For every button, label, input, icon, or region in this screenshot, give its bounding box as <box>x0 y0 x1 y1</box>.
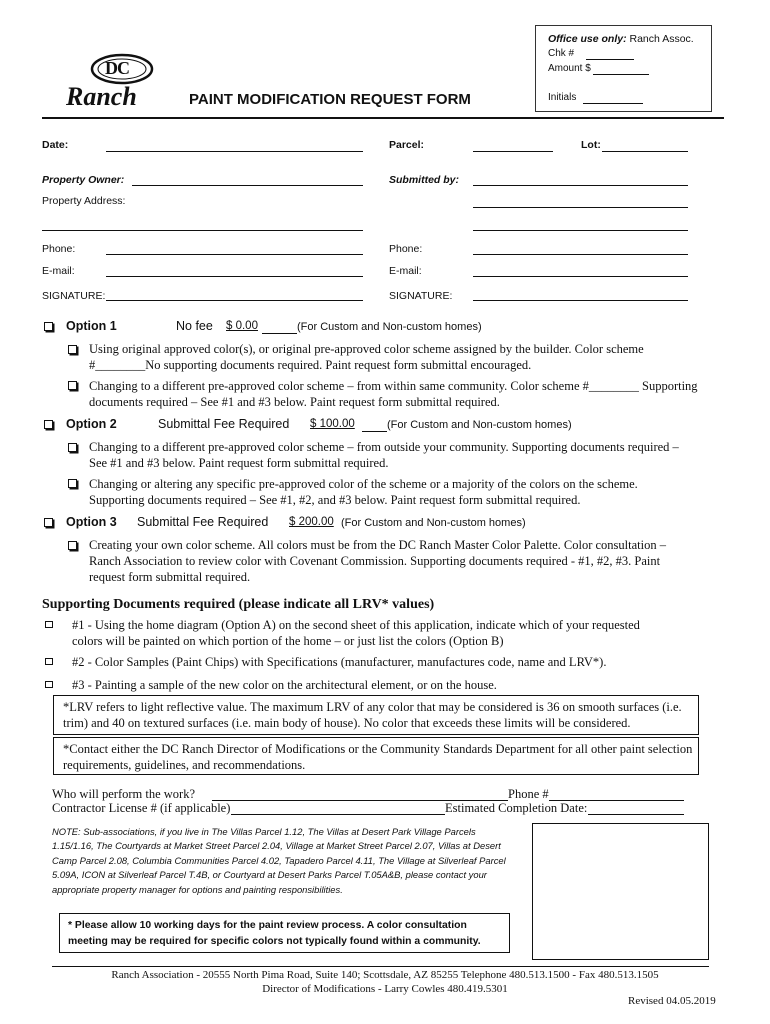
review-time-notice-text: * Please allow 10 working days for the paint review process. A color consultation meeting may be required for specific colors not typically found within a community. <box>68 920 481 947</box>
property-owner-input[interactable] <box>132 185 363 186</box>
phone-label-right: Phone: <box>389 243 423 255</box>
office-amount: Amount $ <box>548 63 591 74</box>
supporting-heading: Supporting Documents required (please indicate all LRV* values) <box>42 597 435 612</box>
signature-label-right: SIGNATURE: <box>389 290 453 302</box>
page-title: PAINT MODIFICATION REQUEST FORM <box>189 91 471 108</box>
contractor-license-label: Contractor License # (if applicable) <box>52 801 231 815</box>
property-address-label: Property Address: <box>42 195 126 207</box>
option2-item2-text: Changing or altering any specific pre-approved color of the scheme or a majority of the colors on the scheme. Supporting documents required – See #1, #2, and #3 below. Paint request form submittal required. <box>89 477 638 507</box>
footer-director: Director of Modifications - Larry Cowles 480.419.5301 <box>262 983 508 995</box>
logo <box>62 50 178 112</box>
option3-item1-text: Creating your own color scheme. All colors must be from the DC Ranch Master Color Palette. Color consultation – Ranch Association to review color with Covenant Commission. Supporting documents required - #1, #2, #3. Paint request form submittal required. <box>89 538 666 584</box>
option2-note: (For Custom and Non-custom homes) <box>387 419 572 431</box>
logo-dc-text: DC <box>105 58 129 78</box>
signature-label-left: SIGNATURE: <box>42 290 106 302</box>
supporting-item3-text: #3 - Painting a sample of the new color on the architectural element, or on the house. <box>72 678 497 692</box>
lot-input[interactable] <box>602 151 688 152</box>
phone-input-left[interactable] <box>106 254 363 255</box>
supporting-item2-text: #2 - Color Samples (Paint Chips) with Specifications (manufacturer, manufactures code, name and LRV*). <box>72 655 607 669</box>
submitted-by-input-3[interactable] <box>473 230 688 231</box>
office-initials: Initials <box>548 92 577 103</box>
contact-notice-box <box>53 737 699 775</box>
option1-fee-label: No fee <box>176 319 213 333</box>
option2-item1-text: Changing to a different pre-approved color scheme – from outside your community. Supporting documents required – See #1 and #3 below. Paint request form submittal required. <box>89 440 679 470</box>
phone-input-right[interactable] <box>473 254 688 255</box>
completion-date-input[interactable] <box>588 814 684 815</box>
phone-label-left: Phone: <box>42 243 76 255</box>
option1-label: Option 1 <box>66 319 117 333</box>
option2-item1-checkbox[interactable] <box>68 443 77 452</box>
email-label-left: E-mail: <box>42 265 75 277</box>
color-sample-box[interactable] <box>532 823 709 960</box>
who-performs-label: Who will perform the work? <box>52 787 196 801</box>
option2-fee-label: Submittal Fee Required <box>158 417 290 431</box>
property-address-input[interactable] <box>42 230 363 231</box>
property-owner-label: Property Owner: <box>42 174 125 186</box>
supporting-item1-checkbox[interactable] <box>45 621 53 628</box>
supporting-item1-text: #1 - Using the home diagram (Option A) on the second sheet of this application, indicate which of your requested colors will be painted on which portion of the home – or just list the colors (Option B) <box>72 618 640 648</box>
date-input[interactable] <box>106 151 363 152</box>
office-heading: Office use only: <box>548 33 627 45</box>
parcel-input[interactable] <box>473 151 553 152</box>
option2-label: Option 2 <box>66 417 117 431</box>
option1-item1-checkbox[interactable] <box>68 345 77 354</box>
signature-input-left[interactable] <box>106 300 363 301</box>
revised-date: Revised 04.05.2019 <box>628 995 716 1007</box>
option1-checkbox[interactable] <box>44 322 53 331</box>
date-label: Date: <box>42 139 69 151</box>
option1-note: (For Custom and Non-custom homes) <box>297 321 482 333</box>
email-input-left[interactable] <box>106 276 363 277</box>
option1-item1-text: Using original approved color(s), or original pre-approved color scheme assigned by the builder. Color scheme #________No supporting documents required. Paint request form submittal encouraged. <box>89 342 644 372</box>
contractor-license-input[interactable] <box>231 814 445 815</box>
header-divider <box>42 117 724 119</box>
submitted-by-label: Submitted by: <box>389 174 459 186</box>
email-input-right[interactable] <box>473 276 688 277</box>
signature-input-right[interactable] <box>473 300 688 301</box>
supporting-item2-checkbox[interactable] <box>45 658 53 665</box>
option2-fee-value: $ 100.00 <box>310 418 355 430</box>
option3-note: (For Custom and Non-custom homes) <box>341 517 526 529</box>
office-chk: Chk # <box>548 48 575 59</box>
parcel-label: Parcel: <box>389 139 425 151</box>
footer-divider <box>52 966 709 967</box>
office-use-box <box>535 25 712 112</box>
option3-label: Option 3 <box>66 515 117 529</box>
option3-fee-value: $ 200.00 <box>289 516 334 528</box>
lrv-notice-box <box>53 695 699 735</box>
supporting-item3-checkbox[interactable] <box>45 681 53 688</box>
sub-association-note: NOTE: Sub-associations, if you live in The Villas Parcel 1.12, The Villas at Desert Park Village Parcels 1.15/1.16, The Courtyards at Market Street Parcel 2.04, Village at Market Street Parcel 2.07, Villas at Desert Camp Parcel 2.08, Columbia Communities Parcel 4.02, Tapadero Parcel 4.11, The Village at Silverleaf Parcel 5.09A, ICON at Silverleaf Parcel T.4B, or Courtyard at Desert Parks Parcel T.05A&B, please contact your appropriate property manager for options and painting responsibilities. <box>52 826 506 895</box>
option3-item1-checkbox[interactable] <box>68 541 77 550</box>
option1-item2-checkbox[interactable] <box>68 381 77 390</box>
option1-item2-text: Changing to a different pre-approved color scheme – from within same community. Color scheme #________ Supporting documents required – See #1 and #3 below. Paint request form submittal required. <box>89 379 698 409</box>
submitted-by-input[interactable] <box>473 185 688 186</box>
review-time-notice-box <box>59 913 510 953</box>
option1-fee-value: $ 0.00 <box>226 320 258 332</box>
lot-label: Lot: <box>581 139 601 151</box>
option2-item2-checkbox[interactable] <box>68 479 77 488</box>
email-label-right: E-mail: <box>389 265 422 277</box>
option3-checkbox[interactable] <box>44 518 53 527</box>
lrv-notice-text: *LRV refers to light reflective value. The maximum LRV of any color that may be considered is 36 on smooth surfaces (i.e. trim) and 40 on textured surfaces (i.e. main body of house). No color that exceeds these limits will be considered. <box>63 700 682 730</box>
footer-address: Ranch Association - 20555 North Pima Road, Suite 140; Scottsdale, AZ 85255 Telephone 480.513.1500 - Fax 480.513.1505 <box>111 969 659 981</box>
option3-fee-label: Submittal Fee Required <box>137 515 269 529</box>
submitted-by-input-2[interactable] <box>473 207 688 208</box>
option2-checkbox[interactable] <box>44 420 53 429</box>
office-assoc: Ranch Assoc. <box>629 33 694 45</box>
completion-date-label: Estimated Completion Date: <box>445 801 588 815</box>
contact-notice-text: *Contact either the DC Ranch Director of Modifications or the Community Standards Department for all other paint selection requirements, guidelines, and recommendations. <box>63 742 693 772</box>
contractor-phone-label: Phone # <box>508 787 549 801</box>
logo-ranch-text: Ranch <box>66 82 137 111</box>
